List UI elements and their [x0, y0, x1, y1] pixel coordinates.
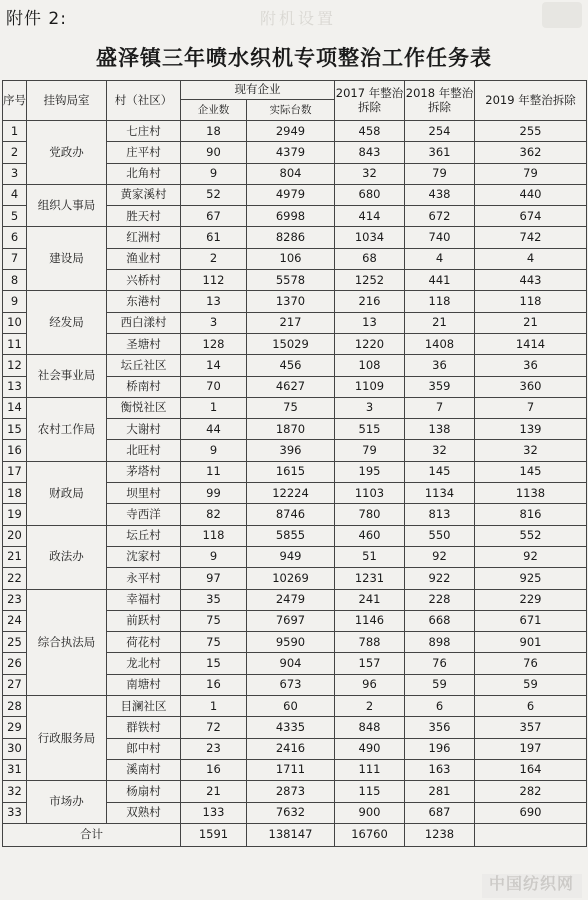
machines-cell: 396 [247, 440, 335, 461]
y2017-cell: 2 [335, 696, 405, 717]
machines-cell: 1870 [247, 419, 335, 440]
row-number: 3 [3, 163, 27, 184]
machines-cell: 8286 [247, 227, 335, 248]
y2019-cell: 671 [475, 610, 587, 631]
village-cell: 红洲村 [107, 227, 181, 248]
machines-cell: 9590 [247, 632, 335, 653]
companies-cell: 1 [181, 397, 247, 418]
y2018-cell: 672 [405, 206, 475, 227]
y2019-cell: 357 [475, 717, 587, 738]
row-number: 30 [3, 738, 27, 759]
y2019-cell: 139 [475, 419, 587, 440]
village-cell: 杨扇村 [107, 781, 181, 802]
total-2019 [475, 823, 587, 846]
y2019-cell: 360 [475, 376, 587, 397]
y2017-cell: 68 [335, 248, 405, 269]
total-2018: 1238 [405, 823, 475, 846]
y2017-cell: 460 [335, 525, 405, 546]
village-cell: 郎中村 [107, 738, 181, 759]
y2019-cell: 145 [475, 461, 587, 482]
y2018-cell: 441 [405, 270, 475, 291]
companies-cell: 21 [181, 781, 247, 802]
total-machines: 138147 [247, 823, 335, 846]
machines-cell: 1711 [247, 759, 335, 780]
y2019-cell: 255 [475, 121, 587, 142]
machines-cell: 7697 [247, 610, 335, 631]
machines-cell: 217 [247, 312, 335, 333]
y2018-cell: 740 [405, 227, 475, 248]
machines-cell: 456 [247, 355, 335, 376]
row-number: 6 [3, 227, 27, 248]
y2018-cell: 145 [405, 461, 475, 482]
y2017-cell: 96 [335, 674, 405, 695]
y2017-cell: 216 [335, 291, 405, 312]
row-number: 12 [3, 355, 27, 376]
y2019-cell: 440 [475, 184, 587, 205]
machines-cell: 5578 [247, 270, 335, 291]
companies-cell: 90 [181, 142, 247, 163]
y2017-cell: 458 [335, 121, 405, 142]
village-cell: 沈家村 [107, 546, 181, 567]
companies-cell: 35 [181, 589, 247, 610]
companies-cell: 99 [181, 483, 247, 504]
y2019-cell: 164 [475, 759, 587, 780]
machines-cell: 904 [247, 653, 335, 674]
y2018-cell: 1134 [405, 483, 475, 504]
y2017-cell: 241 [335, 589, 405, 610]
machines-cell: 673 [247, 674, 335, 695]
companies-cell: 75 [181, 610, 247, 631]
row-number: 5 [3, 206, 27, 227]
y2017-cell: 1103 [335, 483, 405, 504]
y2018-cell: 898 [405, 632, 475, 653]
total-2017: 16760 [335, 823, 405, 846]
machines-cell: 1615 [247, 461, 335, 482]
companies-cell: 82 [181, 504, 247, 525]
y2017-cell: 414 [335, 206, 405, 227]
table-row [3, 696, 587, 717]
machines-cell: 4979 [247, 184, 335, 205]
y2017-cell: 157 [335, 653, 405, 674]
y2018-cell: 687 [405, 802, 475, 823]
y2018-cell: 59 [405, 674, 475, 695]
y2018-cell: 228 [405, 589, 475, 610]
y2017-cell: 13 [335, 312, 405, 333]
department-cell: 党政办 [27, 121, 107, 185]
y2017-cell: 1146 [335, 610, 405, 631]
companies-cell: 9 [181, 546, 247, 567]
y2018-cell: 163 [405, 759, 475, 780]
y2017-cell: 111 [335, 759, 405, 780]
row-number: 23 [3, 589, 27, 610]
y2017-cell: 1252 [335, 270, 405, 291]
y2017-cell: 900 [335, 802, 405, 823]
companies-cell: 16 [181, 674, 247, 695]
y2017-cell: 680 [335, 184, 405, 205]
y2018-cell: 21 [405, 312, 475, 333]
page-title: 盛泽镇三年喷水织机专项整治工作任务表 [96, 46, 492, 70]
village-cell: 永平村 [107, 568, 181, 589]
companies-cell: 70 [181, 376, 247, 397]
table-row [3, 525, 587, 546]
machines-cell: 60 [247, 696, 335, 717]
y2018-cell: 7 [405, 397, 475, 418]
village-cell: 溪南村 [107, 759, 181, 780]
table-row [3, 227, 587, 248]
y2018-cell: 438 [405, 184, 475, 205]
row-number: 7 [3, 248, 27, 269]
companies-cell: 1 [181, 696, 247, 717]
y2019-cell: 362 [475, 142, 587, 163]
companies-cell: 13 [181, 291, 247, 312]
table-row [3, 781, 587, 802]
y2019-cell: 7 [475, 397, 587, 418]
y2019-cell: 1138 [475, 483, 587, 504]
y2018-cell: 281 [405, 781, 475, 802]
y2019-cell: 32 [475, 440, 587, 461]
companies-cell: 11 [181, 461, 247, 482]
y2018-cell: 1408 [405, 333, 475, 354]
companies-cell: 118 [181, 525, 247, 546]
village-cell: 寺西洋 [107, 504, 181, 525]
y2017-cell: 3 [335, 397, 405, 418]
y2017-cell: 1109 [335, 376, 405, 397]
header-existing: 现有企业 [181, 81, 335, 100]
village-cell: 坛丘社区 [107, 355, 181, 376]
village-cell: 衡悦社区 [107, 397, 181, 418]
department-cell: 政法办 [27, 525, 107, 589]
attachment-label: 附件 2: [6, 9, 67, 29]
village-cell: 圣塘村 [107, 333, 181, 354]
y2019-cell: 36 [475, 355, 587, 376]
machines-cell: 106 [247, 248, 335, 269]
header-companies: 企业数 [181, 100, 247, 121]
row-number: 17 [3, 461, 27, 482]
companies-cell: 112 [181, 270, 247, 291]
row-number: 22 [3, 568, 27, 589]
y2019-cell: 1414 [475, 333, 587, 354]
companies-cell: 72 [181, 717, 247, 738]
header-2017: 2017 年整治拆除 [335, 81, 405, 121]
machines-cell: 804 [247, 163, 335, 184]
village-cell: 庄平村 [107, 142, 181, 163]
y2018-cell: 254 [405, 121, 475, 142]
companies-cell: 23 [181, 738, 247, 759]
y2017-cell: 1220 [335, 333, 405, 354]
table-row [3, 461, 587, 482]
y2017-cell: 79 [335, 440, 405, 461]
y2019-cell: 197 [475, 738, 587, 759]
y2019-cell: 118 [475, 291, 587, 312]
row-number: 26 [3, 653, 27, 674]
village-cell: 西白漾村 [107, 312, 181, 333]
y2017-cell: 32 [335, 163, 405, 184]
companies-cell: 75 [181, 632, 247, 653]
table-row [3, 589, 587, 610]
machines-cell: 2416 [247, 738, 335, 759]
y2019-cell: 552 [475, 525, 587, 546]
y2019-cell: 925 [475, 568, 587, 589]
village-cell: 群铁村 [107, 717, 181, 738]
row-number: 20 [3, 525, 27, 546]
companies-cell: 14 [181, 355, 247, 376]
row-number: 27 [3, 674, 27, 695]
total-label: 合计 [3, 823, 181, 846]
table-row [3, 355, 587, 376]
y2018-cell: 361 [405, 142, 475, 163]
machines-cell: 8746 [247, 504, 335, 525]
department-cell: 财政局 [27, 461, 107, 525]
machines-cell: 5855 [247, 525, 335, 546]
y2019-cell: 79 [475, 163, 587, 184]
machines-cell: 1370 [247, 291, 335, 312]
table-row [3, 291, 587, 312]
companies-cell: 52 [181, 184, 247, 205]
y2017-cell: 515 [335, 419, 405, 440]
village-cell: 七庄村 [107, 121, 181, 142]
department-cell: 建设局 [27, 227, 107, 291]
village-cell: 龙北村 [107, 653, 181, 674]
y2018-cell: 32 [405, 440, 475, 461]
y2019-cell: 21 [475, 312, 587, 333]
machines-cell: 15029 [247, 333, 335, 354]
table-row [3, 397, 587, 418]
y2019-cell: 76 [475, 653, 587, 674]
bleed-through-text: 附机设置 [260, 9, 337, 28]
table-row [3, 121, 587, 142]
machines-cell: 75 [247, 397, 335, 418]
y2017-cell: 108 [335, 355, 405, 376]
row-number: 16 [3, 440, 27, 461]
y2019-cell: 690 [475, 802, 587, 823]
machines-cell: 2873 [247, 781, 335, 802]
companies-cell: 9 [181, 440, 247, 461]
machines-cell: 4627 [247, 376, 335, 397]
y2018-cell: 356 [405, 717, 475, 738]
companies-cell: 16 [181, 759, 247, 780]
village-cell: 北旺村 [107, 440, 181, 461]
y2017-cell: 848 [335, 717, 405, 738]
village-cell: 东港村 [107, 291, 181, 312]
y2018-cell: 6 [405, 696, 475, 717]
row-number: 2 [3, 142, 27, 163]
village-cell: 南塘村 [107, 674, 181, 695]
bleed-through-mark [542, 2, 582, 28]
companies-cell: 9 [181, 163, 247, 184]
y2019-cell: 742 [475, 227, 587, 248]
row-number: 31 [3, 759, 27, 780]
y2019-cell: 229 [475, 589, 587, 610]
department-cell: 组织人事局 [27, 184, 107, 227]
department-cell: 综合执法局 [27, 589, 107, 695]
y2019-cell: 59 [475, 674, 587, 695]
row-number: 10 [3, 312, 27, 333]
y2018-cell: 76 [405, 653, 475, 674]
y2018-cell: 138 [405, 419, 475, 440]
companies-cell: 18 [181, 121, 247, 142]
row-number: 4 [3, 184, 27, 205]
y2019-cell: 4 [475, 248, 587, 269]
y2018-cell: 668 [405, 610, 475, 631]
y2017-cell: 780 [335, 504, 405, 525]
y2018-cell: 550 [405, 525, 475, 546]
machines-cell: 12224 [247, 483, 335, 504]
row-number: 32 [3, 781, 27, 802]
village-cell: 黄家溪村 [107, 184, 181, 205]
y2019-cell: 816 [475, 504, 587, 525]
y2019-cell: 282 [475, 781, 587, 802]
row-number: 25 [3, 632, 27, 653]
companies-cell: 44 [181, 419, 247, 440]
machines-cell: 6998 [247, 206, 335, 227]
row-number: 19 [3, 504, 27, 525]
village-cell: 荷花村 [107, 632, 181, 653]
table-row [3, 184, 587, 205]
machines-cell: 4379 [247, 142, 335, 163]
y2017-cell: 788 [335, 632, 405, 653]
village-cell: 目澜社区 [107, 696, 181, 717]
department-cell: 市场办 [27, 781, 107, 824]
village-cell: 北角村 [107, 163, 181, 184]
department-cell: 经发局 [27, 291, 107, 355]
machines-cell: 10269 [247, 568, 335, 589]
y2018-cell: 196 [405, 738, 475, 759]
watermark-logo: 中国纺织网 [488, 874, 574, 893]
row-number: 28 [3, 696, 27, 717]
header-machines: 实际台数 [247, 100, 335, 121]
row-number: 13 [3, 376, 27, 397]
village-cell: 双熟村 [107, 802, 181, 823]
companies-cell: 2 [181, 248, 247, 269]
village-cell: 前跃村 [107, 610, 181, 631]
companies-cell: 133 [181, 802, 247, 823]
y2019-cell: 674 [475, 206, 587, 227]
header-no: 序号 [3, 81, 27, 121]
header-2019: 2019 年整治拆除 [475, 81, 587, 121]
row-number: 11 [3, 333, 27, 354]
companies-cell: 61 [181, 227, 247, 248]
header-dept: 挂钩局室 [27, 81, 107, 121]
village-cell: 茅塔村 [107, 461, 181, 482]
village-cell: 坛丘村 [107, 525, 181, 546]
y2017-cell: 195 [335, 461, 405, 482]
village-cell: 大谢村 [107, 419, 181, 440]
row-number: 21 [3, 546, 27, 567]
row-number: 8 [3, 270, 27, 291]
total-companies: 1591 [181, 823, 247, 846]
department-cell: 社会事业局 [27, 355, 107, 398]
total-row [3, 823, 587, 846]
header-village: 村（社区） [107, 81, 181, 121]
row-number: 15 [3, 419, 27, 440]
row-number: 33 [3, 802, 27, 823]
task-table [2, 80, 587, 847]
department-cell: 农村工作局 [27, 397, 107, 461]
row-number: 18 [3, 483, 27, 504]
village-cell: 幸福村 [107, 589, 181, 610]
village-cell: 桥南村 [107, 376, 181, 397]
y2018-cell: 4 [405, 248, 475, 269]
companies-cell: 128 [181, 333, 247, 354]
y2019-cell: 6 [475, 696, 587, 717]
machines-cell: 7632 [247, 802, 335, 823]
row-number: 1 [3, 121, 27, 142]
village-cell: 胜天村 [107, 206, 181, 227]
y2017-cell: 115 [335, 781, 405, 802]
machines-cell: 949 [247, 546, 335, 567]
companies-cell: 97 [181, 568, 247, 589]
machines-cell: 2479 [247, 589, 335, 610]
y2018-cell: 118 [405, 291, 475, 312]
row-number: 24 [3, 610, 27, 631]
y2019-cell: 901 [475, 632, 587, 653]
y2017-cell: 490 [335, 738, 405, 759]
y2018-cell: 36 [405, 355, 475, 376]
y2017-cell: 843 [335, 142, 405, 163]
y2018-cell: 92 [405, 546, 475, 567]
row-number: 9 [3, 291, 27, 312]
village-cell: 兴桥村 [107, 270, 181, 291]
village-cell: 坝里村 [107, 483, 181, 504]
companies-cell: 67 [181, 206, 247, 227]
header-2018: 2018 年整治拆除 [405, 81, 475, 121]
y2017-cell: 1034 [335, 227, 405, 248]
y2018-cell: 359 [405, 376, 475, 397]
y2018-cell: 813 [405, 504, 475, 525]
machines-cell: 2949 [247, 121, 335, 142]
y2017-cell: 1231 [335, 568, 405, 589]
y2018-cell: 922 [405, 568, 475, 589]
companies-cell: 3 [181, 312, 247, 333]
y2017-cell: 51 [335, 546, 405, 567]
y2018-cell: 79 [405, 163, 475, 184]
machines-cell: 4335 [247, 717, 335, 738]
row-number: 14 [3, 397, 27, 418]
companies-cell: 15 [181, 653, 247, 674]
village-cell: 渔业村 [107, 248, 181, 269]
y2019-cell: 92 [475, 546, 587, 567]
department-cell: 行政服务局 [27, 696, 107, 781]
y2019-cell: 443 [475, 270, 587, 291]
row-number: 29 [3, 717, 27, 738]
